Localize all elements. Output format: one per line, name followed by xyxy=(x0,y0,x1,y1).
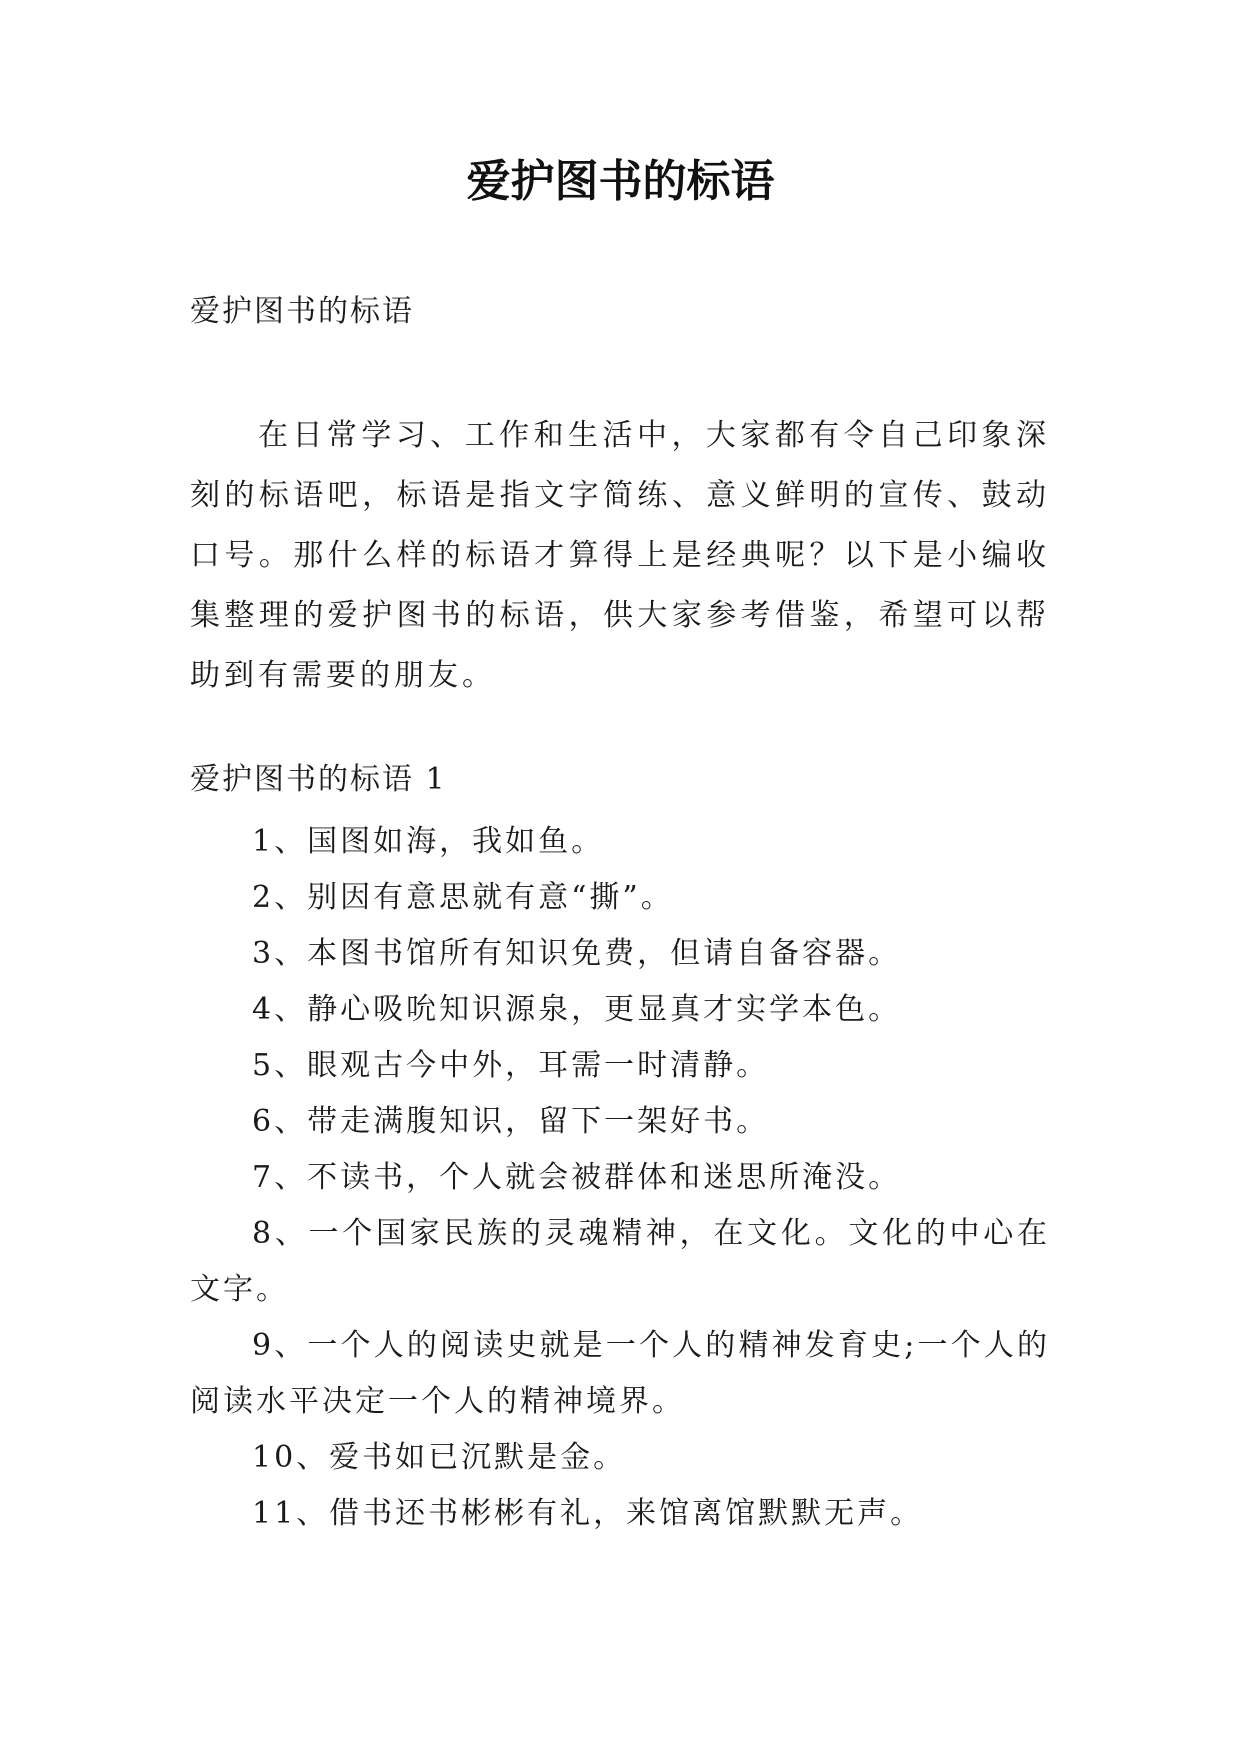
slogan-item: 1、国图如海，我如鱼。 xyxy=(252,824,605,859)
slogan-item: 7、不读书，个人就会被群体和迷思所淹没。 xyxy=(252,1160,902,1195)
slogan-item: 5、眼观古今中外，耳需一时清静。 xyxy=(252,1048,770,1083)
slogan-item: 2、别因有意思就有意“撕”。 xyxy=(252,880,674,915)
slogan-item: 3、本图书馆所有知识免费，但请自备容器。 xyxy=(252,936,902,971)
slogan-item: 10、爱书如已沉默是金。 xyxy=(252,1440,627,1475)
slogan-item: 8、一个国家民族的灵魂精神，在文化。文化的中心在文字。 xyxy=(190,1216,1050,1307)
intro-paragraph: 在日常学习、工作和生活中，大家都有令自己印象深刻的标语吧，标语是指文字简练、意义鲜明的宣传、鼓动口号。那什么样的标语才算得上是经典呢？以下是小编收集整理的爱护图书的标语，供大家参考借鉴，希望可以帮助到有需要的朋友。 xyxy=(190,418,1050,693)
document-subtitle: 爱护图书的标语 xyxy=(190,294,414,329)
slogan-item: 4、静心吸吮知识源泉，更显真才实学本色。 xyxy=(252,992,902,1027)
section-heading: 爱护图书的标语 1 xyxy=(190,762,447,797)
slogan-item: 11、借书还书彬彬有礼，来馆离馆默默无声。 xyxy=(252,1496,924,1531)
document-title: 爱护图书的标语 xyxy=(466,156,775,207)
slogan-item: 6、带走满腹知识，留下一架好书。 xyxy=(252,1104,770,1139)
slogan-item: 9、一个人的阅读史就是一个人的精神发育史;一个人的阅读水平决定一个人的精神境界。 xyxy=(190,1328,1050,1419)
slogan-list xyxy=(190,814,1050,1542)
